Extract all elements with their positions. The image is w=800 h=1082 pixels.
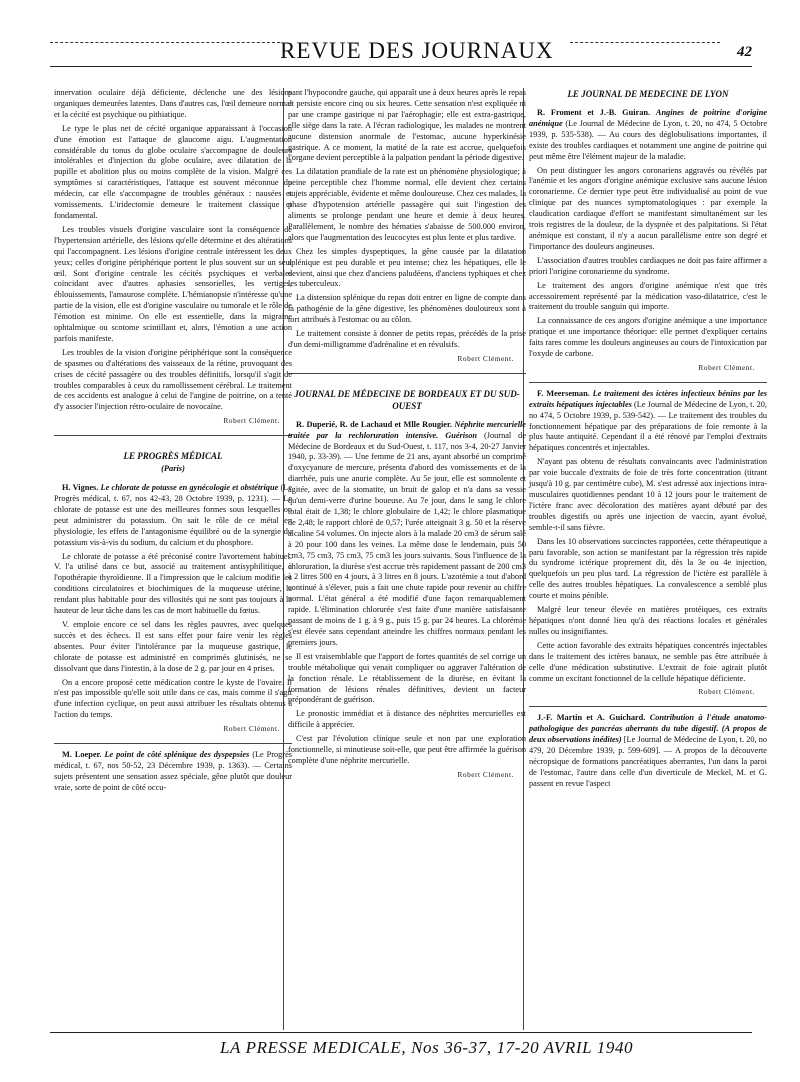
header-rule — [50, 66, 752, 67]
page-footer — [50, 1032, 752, 1057]
paragraph: Le traitement consiste à donner de petits repas, précédés de la prise d'un demi-milligramme d'adrénaline et en révulsifs. — [288, 329, 526, 349]
abstract-authors: R. Froment et J.-B. Guiran. — [537, 108, 651, 117]
footer-text: LA PRESSE MEDICALE, Nos 36-37, 17-20 AVRIL 1940 — [220, 1038, 634, 1057]
paragraph: Il est vraisemblable que l'apport de fortes quantités de sel corrige un trouble métabolique qui venait compliquer ou aggraver l'altération de la fonction rénale. Le rétablissement de la diurèse, en évitant la formation de lésions rénales définitives, devient un facteur prépondérant de guérison. — [288, 651, 526, 705]
paragraph: La connaissance de ces angors d'origine anémique a une importance pratique et une importance théorique: elle permet d'expliquer certains faits rares comme les douleurs angineuses au cours de l'intoxication par l'oxyde de carbone. — [529, 316, 767, 359]
abstract-title: Le point de côté splénique des dyspepsies — [104, 750, 250, 760]
abstract-title: Angines de poitrine d'origine anémique — [529, 108, 767, 128]
abstract-paragraph — [288, 420, 526, 649]
abstract-title: Le chlorate de potasse en gynécologie et obstétrique — [100, 483, 279, 493]
abstract-paragraph — [529, 389, 767, 454]
abstract-title: Le traitement des ictères infectieux bénins par les extraits hépatiques injectables — [529, 388, 768, 409]
paragraph: On a encore proposé cette médication contre le kyste de l'ovaire. Il n'est pas impossible qu'elle soit utile dans ce cas, mais comme il s'agit d'une infection cyclique, on peut aussi attribuer les résultats obtenus à l'action du temps. — [54, 677, 292, 720]
column-3 — [529, 88, 767, 793]
signature: Robert Clément. — [698, 363, 755, 372]
running-title: REVUE DES JOURNAUX — [280, 38, 554, 63]
paragraph: Le chlorate de potasse a été préconisé contre l'avortement habituel. V. l'a utilisé dans ce but, associé au traitement antisyphilitique, à l'opothérapie thyroïdienne. Il a l'impression que le calcium modifie les conditions circulatoires et biochimiques de la muqueuse utérine, la rendant plus habitable pour des villosités qui ne sont pas toujours à la hauteur de leur tâche dans les cas de mort habituelle du fœtus. — [54, 551, 292, 616]
paragraph: La distension splénique du repas doit entrer en ligne de compte dans la pathogénie de la gêne digestive, les phénomènes douloureux sont à tort attribués à l'estomac ou au côlon. — [288, 293, 526, 325]
paragraph: Malgré leur teneur élevée en matières protéiques, ces extraits hépatiques n'ont donné lieu qu'à des réactions locales et générales nulles ou insignifiantes. — [529, 605, 767, 636]
separator-rule — [288, 373, 526, 374]
abstract-title: Néphrite mercurielle traitée par la rechloruration intensive. Guérison — [288, 419, 526, 440]
abstract-body: [Le Journal de Médecine de Lyon, t. 20, no 479, 20 Décembre 1939, p. 599-609]. — A propos de la découverte nécropsique de formations pancréatiques aberrantes, l'un dans la paroi de l'estomac, l'autre dans celle d'un diverticule de Meckel, M. et G. passent en revue l'aspect — [529, 735, 767, 788]
paragraph: V. emploie encore ce sel dans les règles pauvres, avec quelques succès et des échecs. Il est sans effet pour faire venir les règles absentes. Pour éviter l'intolérance par la muqueuse gastrique, le chlorate de potasse est administré en comprimés glutinisés, ne se dissolvant que dans l'intestin, à la dose de 2 g. par jour en 4 prises. — [54, 619, 292, 673]
page-header — [50, 36, 752, 70]
paragraph: L'association d'autres troubles cardiaques ne doit pas faire affirmer a priori l'origine coronarienne du syndrome. — [529, 255, 767, 276]
abstract-body: (Le Progrès médical, t. 67, nos 50-52, 23 Décembre 1939, p. 1363). — Certains sujets présentent une sensation assez spéciale, gêne plutôt que douleur vraie, sorte de point de côté occu- — [54, 750, 292, 792]
signature: Robert Clément. — [223, 417, 280, 426]
paragraph: Cette action favorable des extraits hépatiques concentrés injectables dans le traitement des ictères banaux, ne semble pas être attribuée à celle d'une médication substitutive. L'extrait de foie agirait plutôt comme un excitant fonctionnel de la cellule hépatique déficiente. — [529, 640, 767, 683]
abstract-body: (Le Progrès médical, t. 67, nos 42-43, 28 Octobre 1939, p. 1231). — Le chlorate de potasse est une des meilleures formes sous lesquelles on peut administrer du potassium. On sait le rôle de ce métal en physiologie, les effets de l'antagonisme équilibré ou de la synergie du potassium vis-à-vis du sodium, du calcium et du phosphore. — [54, 483, 292, 547]
abstract-body: (Journal de Médecine de Bordeaux et du Sud-Ouest, t. 117, nos 3-4, 20-27 Janvier 1940, p. 33-39). — Une femme de 21 ans, ayant absorbé un comprimé d'oxycyanure de mercure, présenta d'abord des vomissements et de la diarrhée, puis une anurie complète. Au 5e jour, elle est somnolente et agitée, avec de la stomatite, un bruit de galop et n'a dans sa vessie qu'un demi-verre d'urine boueuse. Au 7e jour, dans le sang le chlore total était de 1,38; le chlore globulaire de 1,42; le chlore plasmatique de 2,48; le rapport chloré de 0,57; l'urée atteignait 3 g. 50 et la réserve alcaline 54 volumes. On injecte alors à la malade 20 cm3 de sérum salé à 20 pour 100 dans les veines. La même dose le lendemain, puis 50 cm3, 75 cm3, 75 cm3, 75 cm3 les jours suivants. Sous l'influence de la chloruration, la diurèse s'est accrue très rapidement passant de 200 cm3 à 2 litres 500 en 4 jours, à 3 litres en 8 jours. L'azotémie a tout d'abord continué à s'élever, puis a fait une chute rapide pour revenir au chiffre normal. L'état général a été modifié d'une façon remarquablement rapide. L'élimination chlorurée s'est faite d'une manière satisfaisante passant de moins de 1 g. à 9 g., puis 15 g. par 24 heures. La chlorémie s'est élevée sans cependant atteindre les chiffres normaux pendant les premiers jours. — [288, 430, 527, 647]
abstract-authors: H. Vignes. — [62, 483, 99, 493]
paragraph: pant l'hypocondre gauche, qui apparaît une à deux heures après le repas et persiste encore cinq ou six heures. Cette sensation n'est expliquée ni par une crampe gastrique ni par l'aérophagie; elle est extra-gastrique, elle siège dans la rate. A l'écran radiologique, les malades ne montrent aucune distension anormale de l'estomac, aucune hyperkinésie gastrique. A ce moment, la matité de la rate est accrue, quelquefois l'organe devient perceptible à la palpation pendant la période digestive. — [288, 88, 526, 163]
paragraph: Le pronostic immédiat et à distance des néphrites mercurielles est difficile à apprécier. — [288, 709, 526, 730]
paragraph: Le traitement des angors d'origine anémique n'est que très accessoirement représenté par la médication vaso-dilatatrice, c'est le traitement du trouble sanguin qui importe. — [529, 280, 767, 312]
paragraph: Le type le plus net de cécité organique apparaissant à l'occasion d'une émotion est l'attaque de glaucome aigu. L'augmentation considérable du tonus du globe oculaire s'accompagne de douleurs intolérables et d'injection du globe oculaire, avec dilatation de la pupille et abolition plus ou moins complète de la vision. Malgré ces symptômes si caractéristiques, l'attaque est souvent méconnue du médecin, car elle s'accompagne de troubles généraux : nausées et vomissements. L'iridectomie demeure le traitement classique et fondamental. — [54, 123, 292, 220]
abstract-title: Contribution à l'étude anatomo-pathologique des pancréas aberrants du tube digestif. (A propos de deux observations inédites) — [529, 713, 767, 745]
journal-city: (Paris) — [161, 464, 185, 474]
abstract-authors: R. Duperié, R. de Lachaud et Mlle Rougier. — [296, 419, 452, 429]
separator-rule — [54, 435, 292, 436]
abstract-paragraph — [529, 713, 767, 789]
signature: Robert Clément. — [698, 688, 755, 697]
journal-heading: JOURNAL DE MÉDECINE DE BORDEAUX ET DU SUD-OUEST — [294, 388, 520, 411]
separator-rule — [529, 706, 767, 707]
signature: Robert Clément. — [223, 725, 280, 734]
paragraph: innervation oculaire déjà déficiente, déclenche une des lésions organiques demeurées latentes. Dans d'autres cas, l'œil demeure normal et la cécité est psychique ou pithiatique. — [54, 88, 292, 119]
paragraph: La dilatation prandiale de la rate est un phénomène physiologique; à peine perceptible chez l'homme normal, elle devient chez certains sujets appréciable, évidente et même douloureuse. Chez ces malades, la phase d'hypotension artérielle passagère qui suit l'ingestion des aliments se prolonge pendant une heure et demie à deux heures. Parallèlement, le nombre des hématies s'abaisse de 500.000 environ, alors que l'augmentation des leucocytes est plus lente et plus tardive. — [288, 167, 526, 242]
paragraph: Les troubles visuels d'origine vasculaire sont la conséquence de l'hypertension artérielle, des lésions qu'elle détermine et des altérations qui l'accompagnent. Les lésions d'origine centrale intéressent les deux yeux; celles d'origine périphérique portent le plus souvent sur un seul œil. Sont d'origine centrale les cécités psychiques et verbales coïncidant avec d'autres aphasies sensorielles, les vertiges, éblouissements, l'amaurose complète. L'hémianopsie n'intéresse qu'une partie de la vision, elle est d'origine vasculaire ou tumorale et le rôle de l'émotion est minime. On elle est essentielle, dans la migraine ophtalmique ou scotome scintillant et, alors, l'émotion a une action parfois manifeste. — [54, 224, 292, 343]
column-1 — [54, 88, 292, 797]
abstract-authors: F. Meerseman. — [537, 388, 590, 398]
journal-heading: LE JOURNAL DE MEDECINE DE LYON — [567, 89, 729, 99]
abstract-authors: M. Loeper. — [62, 750, 102, 760]
abstract-paragraph — [54, 483, 292, 548]
paragraph: N'ayant pas obtenu de résultats convaincants avec l'administration par voie buccale d'extraits de foie de très forte concentration (titrant jusqu'à 10 g. par centimètre cube), M. s'est adressé aux injections intra-musculaires quotidiennes pendant 10 à 12 jours pour le traitement de l'ictère franc avec décoloration des matières ayant débuté par des troubles digestifs ou après une injection de vaccin, ayant évolué, semble-t-il sans fièvre. — [529, 457, 767, 532]
abstract-body: (Le Journal de Médecine de Lyon, t. 20, no 474, 5 Octobre 1939, p. 539-542). — Le traitement des troubles du fonctionnement hépatique par des préparations de foie remonte à la plus haute antiquité. Cependant il a été rénové par l'emploi d'extraits hépatiques concentrés et injectables. — [529, 399, 767, 453]
abstract-paragraph — [529, 108, 767, 163]
header-dashed-rule-right — [570, 42, 720, 43]
footer-rule — [50, 1032, 752, 1033]
abstract-paragraph — [54, 750, 292, 794]
signature: Robert Clément. — [457, 770, 514, 779]
separator-rule — [529, 382, 767, 383]
journal-heading: LE PROGRÈS MÉDICAL — [123, 451, 223, 462]
paragraph: Dans les 10 observations succinctes rapportées, cette thérapeutique a paru favorable, son action se manifestant par la régression très rapide du syndrome ictérique proprement dit, dès la 3e ou 4e injection, quelquefois un peu plus tard. La régression de l'ictère est parallèle à celle des autres troubles hépatiques. La convalescence a semblé plus courte et moins pénible. — [529, 536, 767, 601]
paragraph: C'est par l'évolution clinique seule et non par une exploration fonctionnelle, si minutieuse soit-elle, que peut être affirmée la guérison complète d'une néphrite mercurielle. — [288, 734, 526, 765]
header-dashed-rule-left — [50, 42, 280, 43]
separator-rule — [54, 743, 292, 744]
paragraph: On peut distinguer les angors coronariens aggravés ou révélés par l'anémie et les angors d'origine anémique exclusive sans aucune lésion coronarienne. Ce dernier type peut être individualisé au point de vue clinique par des nuances symptomatologiques : par exemple la claudication cardiaque d'effort se manifestant simultanément sur les trois registres de la douleur, de la dyspnée et des palpitations. Si l'état anémique est constant, il n'y a aucun parallélisme entre son degré et l'importance des douleurs angineuses. — [529, 165, 767, 251]
signature: Robert Clément. — [457, 354, 514, 363]
paragraph: Chez les simples dyspeptiques, la gêne causée par la dilatation splénique est peu durable et peu intense; chez les hépatiques, elle le devient, ainsi que chez d'anciens paludéens, d'anciens typhiques et chez les tuberculeux. — [288, 246, 526, 289]
abstract-authors: J.-F. Martin et A. Guichard. — [537, 713, 646, 723]
page-number: 42 — [737, 44, 752, 60]
abstract-body: (Le Journal de Médecine de Lyon, t. 20, no 474, 5 Octobre 1939, p. 535-538). — Au cours des déglobulisations importantes, il existe des troubles cardiaques et notamment une angine de poitrine qui peut même être l'élément majeur de la maladie. — [529, 118, 768, 161]
column-2 — [288, 88, 526, 789]
paragraph: Les troubles de la vision d'origine périphérique sont la conséquence de spasmes ou d'altérations des vaisseaux de la rétine, provoquant des crises de cécité passagère ou des troubles définitifs, lorsqu'il s'agit de troubles comparables à ceux du ramollissement cérébral. Le traitement de ces accidents est analogue à celui de l'angine de poitrine, on a tenté d'y associer l'injection rétro-oculaire de novocaïne. — [54, 347, 292, 412]
